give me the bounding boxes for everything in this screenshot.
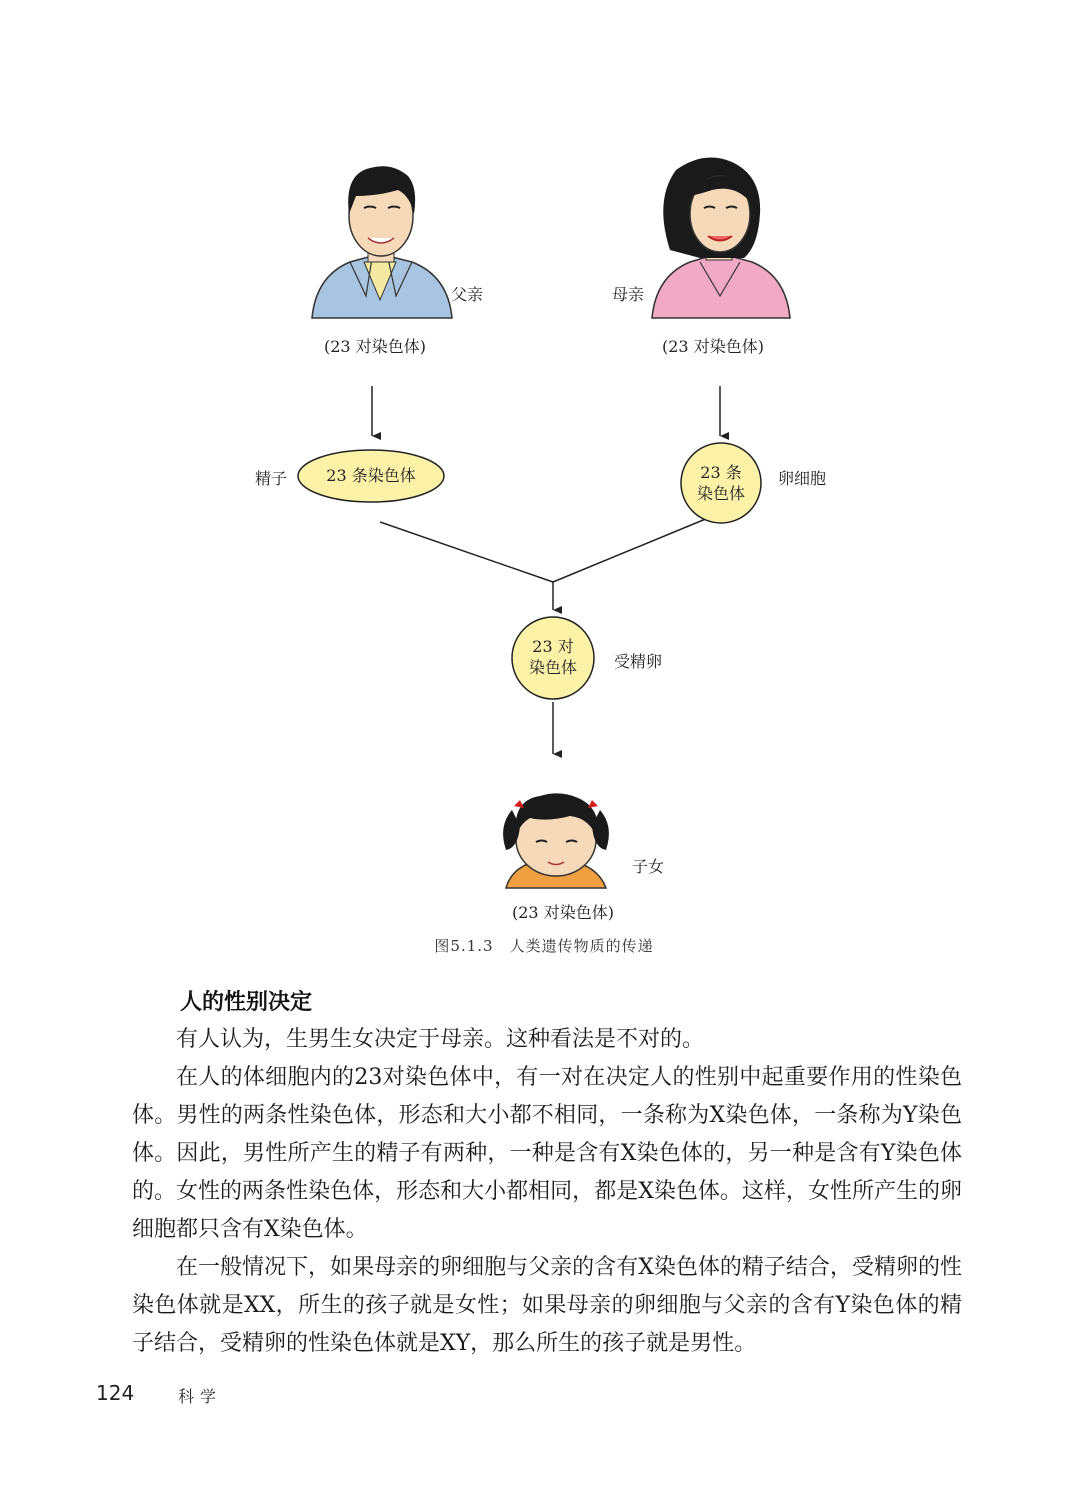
zygote-content-line1: 23 对: [532, 637, 574, 656]
egg-merge-line: [553, 518, 708, 582]
page-number: 124: [96, 1381, 135, 1405]
zygote-content-line2: 染色体: [528, 658, 577, 677]
sperm-merge-line: [380, 522, 553, 582]
father-label: 父亲: [451, 285, 484, 304]
mother-illustration: [652, 158, 790, 319]
egg-content-line2: 染色体: [696, 484, 745, 503]
sperm-label: 精子: [255, 469, 288, 488]
section-title: 人的性别决定: [180, 990, 313, 1015]
child-label: 子女: [632, 857, 665, 876]
egg-label: 卵细胞: [778, 469, 827, 488]
sperm-content: 23 条染色体: [326, 466, 416, 485]
paragraph-2: 在人的体细胞内的23对染色体中，有一对在决定人的性别中起重要作用的性染色体。男性的两条性染色体，形态和大小都不相同，一条称为X染色体，一条称为Y染色体。因此，男性所产生的精子有两种，一种是含有X染色体的，另一种是含有Y染色体的。女性的两条性染色体，形态和大小都相同，都是X染色体。这样，女性所产生的卵细胞都只含有X染色体。: [132, 1065, 962, 1242]
child-illustration: [503, 793, 609, 888]
paragraph-3: 在一般情况下，如果母亲的卵细胞与父亲的含有X染色体的精子结合，受精卵的性染色体就是XX，所生的孩子就是女性；如果母亲的卵细胞与父亲的含有Y染色体的精子结合，受精卵的性染色体就是XY，那么所生的孩子就是男性。: [132, 1255, 962, 1356]
paragraph-1: 有人认为，生男生女决定于母亲。这种看法是不对的。: [176, 1027, 705, 1052]
father-illustration: [312, 166, 452, 318]
zygote-label: 受精卵: [614, 652, 663, 671]
mother-label: 母亲: [612, 285, 645, 304]
egg-content-line1: 23 条: [700, 463, 742, 482]
running-title: 科学: [178, 1387, 223, 1406]
mother-chromosomes: (23 对染色体): [662, 337, 764, 356]
figure-caption: 图5.1.3 人类遗传物质的传递: [434, 937, 654, 955]
father-chromosomes: (23 对染色体): [324, 337, 426, 356]
child-chromosomes: (23 对染色体): [512, 903, 614, 922]
